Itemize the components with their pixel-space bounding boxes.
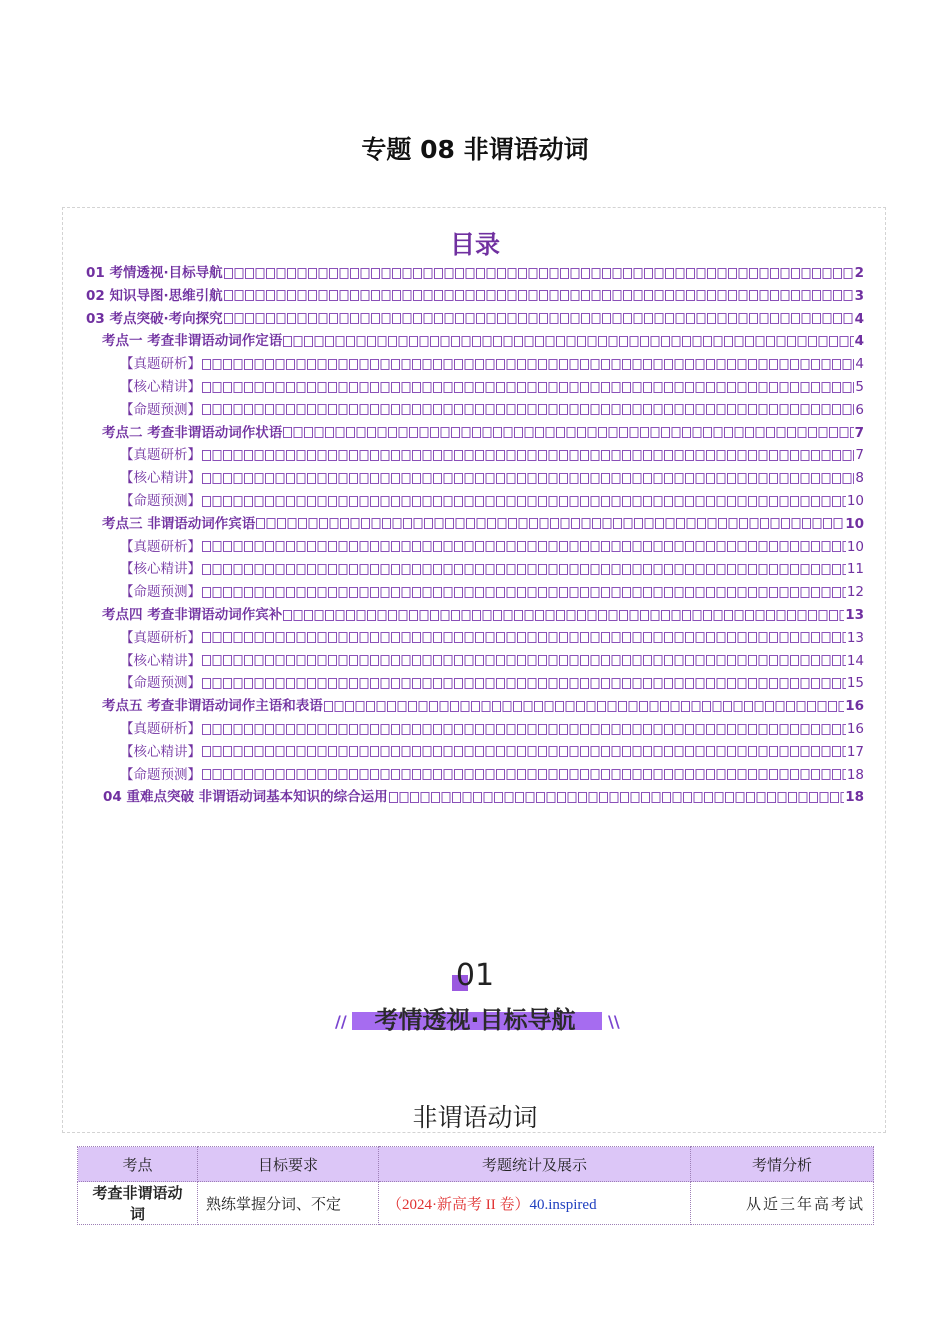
toc-leader [389, 792, 845, 803]
toc-entry-page: 12 [846, 584, 864, 601]
toc-leader [202, 632, 846, 643]
toc-leader [202, 496, 846, 507]
toc-entry-label: 【真题研析】 [120, 629, 201, 646]
toc-entry-page: 17 [846, 743, 864, 760]
toc-entry[interactable] [120, 444, 864, 466]
toc-entry-label: 考点三 非谓语动词作宾语 [102, 515, 256, 532]
toc-entry[interactable] [102, 695, 864, 717]
toc-entry-page: 10 [846, 493, 864, 509]
toc-entry-label: 01 考情透视·目标导航 [86, 265, 223, 281]
toc-leader [283, 427, 853, 438]
section-title: 考情透视·目标导航 [374, 1006, 576, 1034]
toc-entry[interactable] [120, 353, 864, 375]
toc-entry-page: 5 [855, 379, 864, 395]
toc-entry-page: 4 [854, 310, 864, 327]
toc-entry[interactable] [120, 558, 864, 580]
toc-entry-page: 11 [846, 561, 864, 578]
toc-entry[interactable] [120, 627, 864, 649]
toc-entry[interactable] [86, 308, 864, 330]
toc-entry-page: 4 [854, 333, 864, 350]
toc-entry-page: 10 [846, 538, 864, 555]
toc-entry-page: 14 [846, 652, 864, 669]
toc-leader [224, 313, 854, 324]
toc-entry-page: 6 [855, 401, 864, 418]
toc-entry-label: 【核心精讲】 [120, 470, 201, 487]
toc-entry-label: 04 重难点突破 非谓语动词基本知识的综合运用 [103, 789, 388, 806]
toc-entry-label: 考点二 考查非谓语动词作状语 [102, 424, 283, 441]
toc-leader [283, 336, 853, 347]
toc-leader [202, 678, 846, 689]
toc-leader [202, 587, 846, 598]
exam-analysis-table [77, 1146, 874, 1225]
toc-entry-page: 2 [854, 265, 864, 281]
toc-entry[interactable] [86, 262, 864, 284]
toc-entry[interactable] [102, 604, 864, 626]
toc-entry-page: 18 [845, 789, 864, 806]
toc-entry-label: 【真题研析】 [120, 721, 201, 737]
toc-leader [202, 382, 854, 393]
toc-entry-label: 【核心精讲】 [120, 561, 201, 578]
toc-entry-label: 【命题预测】 [120, 493, 201, 509]
slash-right-icon: \\ [608, 1012, 620, 1031]
toc-leader [202, 473, 854, 484]
toc-entry-label: 【核心精讲】 [120, 652, 201, 669]
toc-leader [256, 518, 844, 529]
toc-leader [202, 359, 854, 370]
toc-leader [283, 610, 844, 621]
toc-entry-label: 考点五 考查非谓语动词作主语和表语 [102, 698, 323, 715]
toc-entry[interactable] [120, 741, 864, 763]
toc-entry-label: 【真题研析】 [120, 447, 201, 464]
toc-entry-page: 8 [855, 470, 864, 487]
toc-entry[interactable] [120, 581, 864, 603]
toc-leader [202, 769, 846, 780]
section-number: 01 [455, 958, 495, 993]
toc-entry-label: 【命题预测】 [120, 584, 201, 601]
table-header: 考情分析 [691, 1147, 874, 1182]
toc-entry-page: 3 [854, 287, 864, 304]
document-title: 专题 08 非谓语动词 [361, 135, 589, 164]
toc-entry-label: 考点四 考查非谓语动词作宾补 [102, 607, 283, 623]
toc-entry-page: 18 [846, 766, 864, 783]
toc-entry[interactable] [102, 330, 864, 352]
toc-entry[interactable] [120, 650, 864, 672]
toc-entry-page: 13 [845, 607, 864, 623]
slash-left-icon: // [335, 1012, 347, 1031]
toc-entry-page: 15 [846, 675, 864, 692]
toc-entry[interactable] [102, 513, 864, 535]
toc-entry-label: 02 知识导图·思维引航 [86, 287, 223, 304]
toc-entry-page: 16 [846, 721, 864, 737]
toc-leader [202, 746, 846, 757]
toc-leader [202, 450, 854, 461]
toc-entry[interactable] [120, 764, 864, 786]
table-row [78, 1182, 874, 1225]
toc-entry[interactable] [120, 490, 864, 512]
toc-leader [202, 564, 846, 575]
toc-leader [324, 701, 845, 712]
toc-entry[interactable] [120, 467, 864, 489]
toc-leader [202, 541, 846, 552]
toc-entry-page: 10 [845, 515, 864, 532]
toc-heading: 目录 [449, 230, 500, 259]
stat-item: 40.inspired [529, 1196, 597, 1213]
toc-entry-page: 16 [845, 698, 864, 715]
toc-entry-page: 7 [854, 424, 864, 441]
toc-entry-label: 03 考点突破·考向探究 [86, 310, 223, 327]
toc-leader [202, 404, 854, 415]
toc-leader [224, 290, 854, 301]
toc-entry[interactable] [102, 422, 864, 444]
toc-entry-label: 考点一 考查非谓语动词作定语 [102, 333, 283, 350]
toc-entry-label: 【真题研析】 [120, 538, 201, 555]
toc-leader [202, 655, 846, 666]
toc-entry[interactable] [120, 672, 864, 694]
toc-entry[interactable] [86, 285, 864, 307]
toc-entry[interactable] [120, 536, 864, 558]
toc-entry[interactable] [120, 376, 864, 398]
table-header: 考题统计及展示 [379, 1147, 691, 1182]
toc-entry[interactable] [103, 786, 864, 808]
toc-leader [202, 724, 846, 735]
stat-source: （2024·新高考 II 卷） [387, 1196, 530, 1213]
toc-entry[interactable] [120, 399, 864, 421]
table-cell-stats [379, 1182, 691, 1225]
toc-entry-label: 【核心精讲】 [120, 743, 201, 760]
table-cell-analysis: 从近三年高考试 [691, 1182, 874, 1225]
table-cell-goal: 熟练掌握分词、不定 [198, 1182, 379, 1225]
section-subtitle: 非谓语动词 [412, 1103, 538, 1132]
toc-entry-label: 【真题研析】 [120, 356, 201, 373]
table-cell-point: 考查非谓语动词 [78, 1182, 198, 1225]
table-header: 目标要求 [198, 1147, 379, 1182]
toc-entry-label: 【命题预测】 [120, 766, 201, 783]
toc-entry-label: 【命题预测】 [120, 675, 201, 692]
toc-entry[interactable] [120, 718, 864, 740]
toc-entry-page: 4 [855, 356, 864, 373]
table-header-row [78, 1147, 874, 1182]
toc-leader [224, 268, 854, 279]
toc-entry-label: 【核心精讲】 [120, 379, 201, 395]
toc-entry-page: 13 [846, 629, 864, 646]
toc-entry-label: 【命题预测】 [120, 401, 201, 418]
toc-entry-page: 7 [855, 447, 864, 464]
table-header: 考点 [78, 1147, 198, 1182]
